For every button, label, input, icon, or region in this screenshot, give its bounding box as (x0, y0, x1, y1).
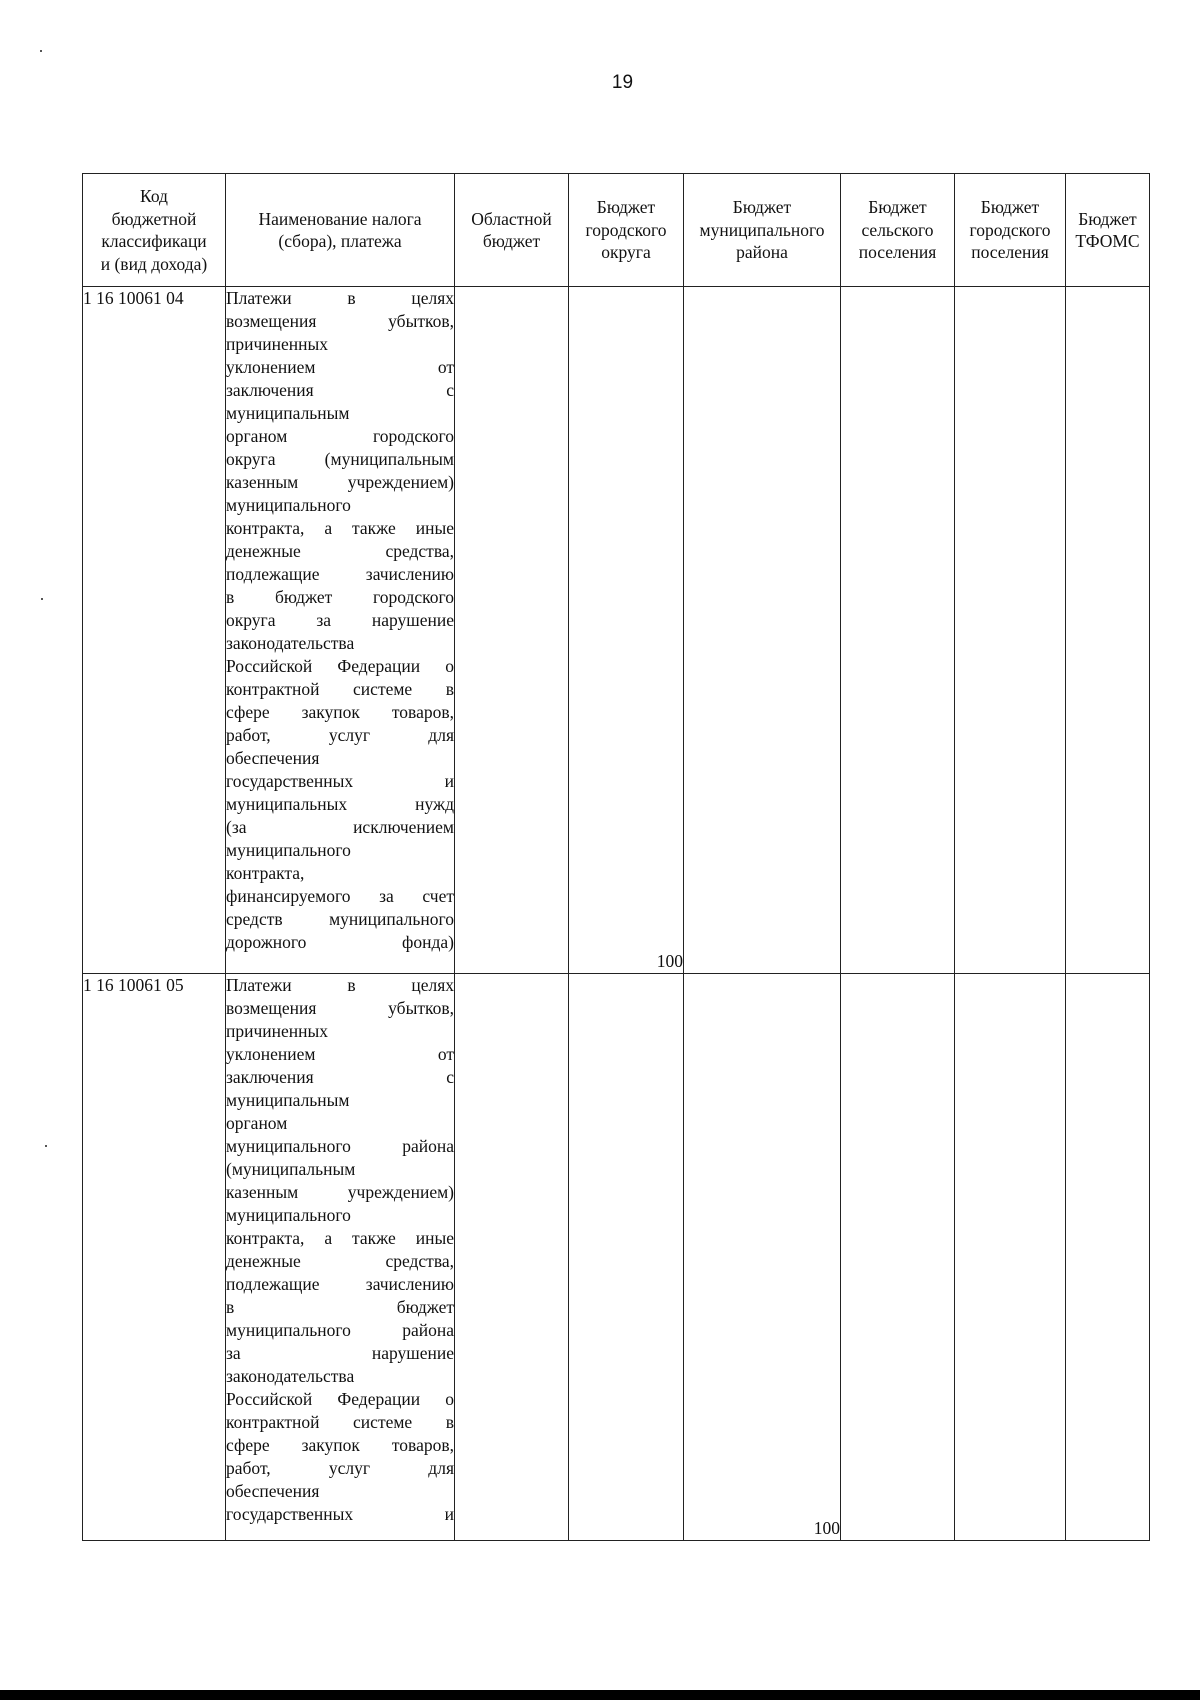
row-description (226, 974, 455, 1541)
header-code (83, 174, 226, 287)
header-urban-settlement-budget (955, 174, 1066, 287)
scan-edge-bar (0, 1690, 1200, 1700)
header-line: бюджетной (111, 208, 197, 229)
cell-city-district: 100 (569, 287, 684, 974)
row-description (226, 287, 455, 974)
description-line: Платежи в целях (226, 288, 454, 308)
description-line: округа за нарушение (226, 610, 454, 630)
scan-speck (45, 1145, 47, 1147)
description-line: (муниципальным (226, 1159, 356, 1179)
header-city-district-budget (569, 174, 684, 287)
description-line: муниципального (226, 840, 351, 860)
cell-tfoms (1066, 287, 1150, 974)
description-line: работ, услуг для (226, 725, 454, 745)
description-line: Российской Федерации о (226, 656, 454, 676)
cell-municipal-district (684, 287, 841, 974)
description-line: органом городского (226, 426, 454, 446)
header-line: (сбора), платежа (278, 231, 402, 251)
description-line: уклонением от (226, 1044, 454, 1064)
description-line: муниципальных нужд (226, 794, 454, 814)
cell-city-district (569, 974, 684, 1541)
header-line: ТФОМС (1075, 231, 1140, 251)
cell-municipal-district: 100 (684, 974, 841, 1541)
description-line: контракта, а также иные (226, 1228, 454, 1248)
description-line: денежные средства, (226, 1251, 454, 1271)
header-line: Бюджет (596, 197, 656, 218)
description-line: заключения с (226, 380, 454, 400)
description-line: финансируемого за счет (226, 886, 454, 906)
header-regional-budget (455, 174, 569, 287)
description-line: работ, услуг для (226, 1458, 454, 1478)
header-line: классификаци (101, 231, 207, 251)
description-line: государственных и (226, 1504, 454, 1524)
table-header-row (83, 174, 1150, 287)
header-rural-settlement-budget (841, 174, 955, 287)
page-number: 19 (611, 72, 634, 93)
header-line: Бюджет (732, 197, 792, 218)
description-line: законодательства (226, 633, 355, 653)
header-line: сельского (861, 219, 934, 240)
description-line: Платежи в целях (226, 975, 454, 995)
description-line: муниципального (226, 1205, 351, 1225)
cell-urban-settlement (955, 287, 1066, 974)
description-line: в бюджет городского (226, 587, 454, 607)
description-line: подлежащие зачислению (226, 1274, 454, 1294)
scan-speck (41, 598, 43, 600)
description-line: муниципального района (226, 1136, 454, 1156)
description-line: Российской Федерации о (226, 1389, 454, 1409)
cell-regional (455, 974, 569, 1541)
description-line: обеспечения (226, 748, 320, 768)
header-line: округа (601, 242, 651, 263)
header-line: поселения (858, 242, 937, 263)
description-line: контрактной системе в (226, 679, 454, 699)
table-row (83, 974, 1150, 1541)
description-line: контрактной системе в (226, 1412, 454, 1432)
header-line: и (вид дохода) (100, 253, 208, 274)
description-line: причиненных (226, 334, 329, 354)
cell-urban-settlement (955, 974, 1066, 1541)
description-line: сфере закупок товаров, (226, 702, 454, 722)
header-line: Бюджет (1078, 208, 1137, 229)
header-line: городского (969, 219, 1051, 240)
row-code: 1 16 10061 04 (83, 287, 226, 974)
description-line: дорожного фонда) (226, 932, 454, 952)
description-line: органом (226, 1113, 288, 1133)
description-line: казенным учреждением) (226, 1182, 454, 1202)
header-tfoms-budget (1066, 174, 1150, 287)
header-line: Наименование налога (258, 208, 422, 229)
header-municipal-district-budget (684, 174, 841, 287)
description-line: муниципального района (226, 1320, 454, 1340)
cell-tfoms (1066, 974, 1150, 1541)
description-line: за нарушение (226, 1343, 454, 1363)
header-name (226, 174, 455, 287)
header-line: Бюджет (980, 197, 1040, 218)
table-row (83, 287, 1150, 974)
description-line: возмещения убытков, (226, 311, 454, 331)
header-line: бюджет (482, 231, 541, 251)
description-line: подлежащие зачислению (226, 564, 454, 584)
description-line: муниципальным (226, 403, 350, 423)
description-line: заключения с (226, 1067, 454, 1087)
row-code: 1 16 10061 05 (83, 974, 226, 1541)
description-line: возмещения убытков, (226, 998, 454, 1018)
header-line: муниципального (699, 219, 825, 240)
budget-distribution-table (82, 173, 1150, 1541)
description-line: обеспечения (226, 1481, 320, 1501)
cell-rural-settlement (841, 287, 955, 974)
header-line: района (736, 242, 788, 263)
description-line: законодательства (226, 1366, 355, 1386)
description-line: в бюджет (226, 1297, 454, 1317)
description-line: государственных и (226, 771, 454, 791)
description-line: казенным учреждением) (226, 472, 454, 492)
description-line: сфере закупок товаров, (226, 1435, 454, 1455)
description-line: уклонением от (226, 357, 454, 377)
cell-rural-settlement (841, 974, 955, 1541)
cell-regional (455, 287, 569, 974)
description-line: (за исключением (226, 817, 454, 837)
header-line: Код (140, 186, 168, 206)
header-line: городского (585, 219, 667, 240)
header-line: поселения (971, 242, 1049, 263)
description-line: муниципального (226, 495, 351, 515)
description-line: денежные средства, (226, 541, 454, 561)
header-line: Бюджет (868, 197, 927, 218)
description-line: причиненных (226, 1021, 329, 1041)
description-line: муниципальным (226, 1090, 350, 1110)
description-line: средств муниципального (226, 909, 454, 929)
scan-speck (40, 50, 42, 52)
description-line: контракта, а также иные (226, 518, 454, 538)
description-line: округа (муниципальным (226, 449, 454, 469)
header-line: Областной (471, 208, 552, 229)
description-line: контракта, (226, 863, 305, 883)
